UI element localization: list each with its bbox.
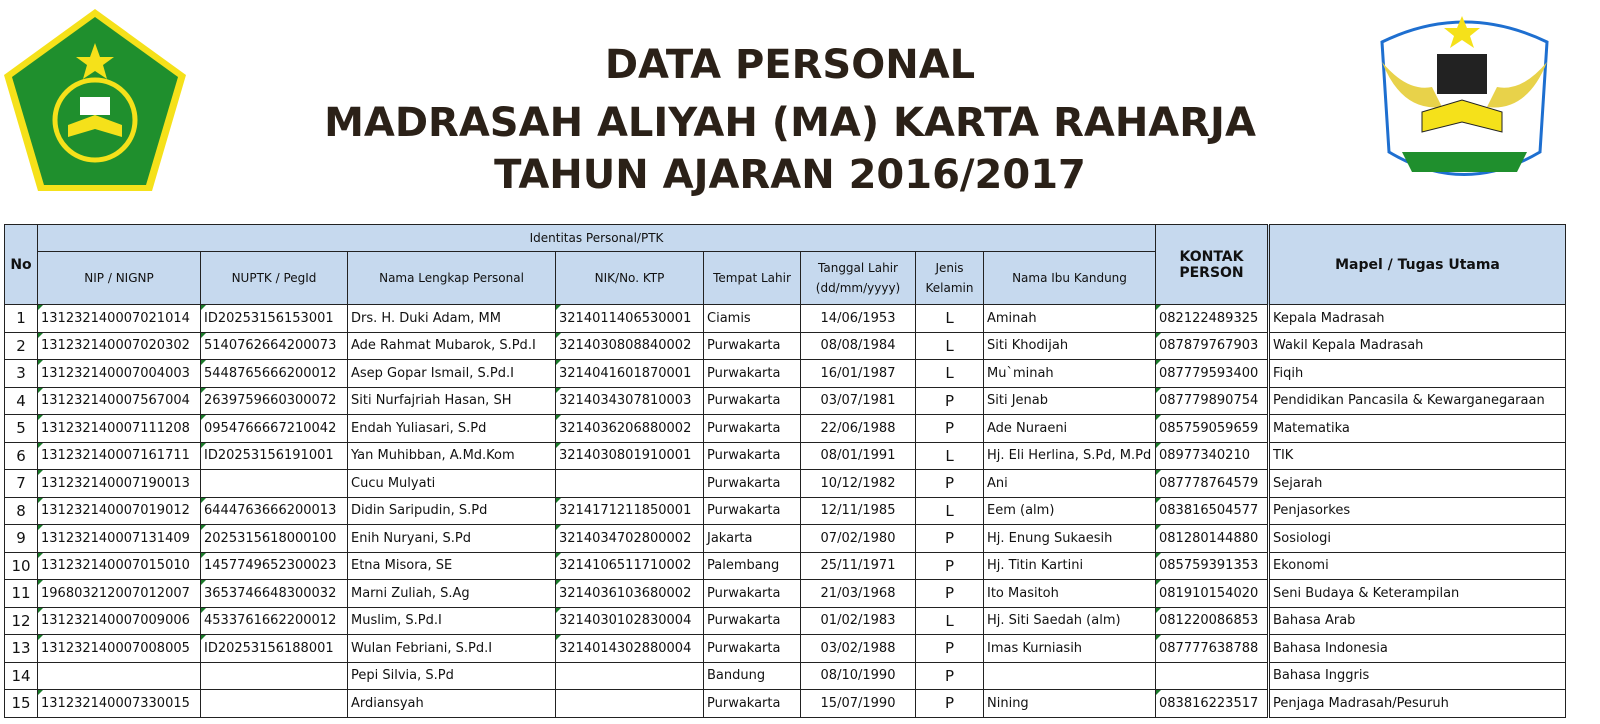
table-cell	[201, 470, 348, 498]
table-cell: 16/01/1987	[801, 360, 916, 388]
table-cell: Jakarta	[704, 525, 801, 553]
table-cell	[984, 662, 1156, 690]
table-cell: 131232140007009006	[38, 607, 201, 635]
table-cell: 131232140007015010	[38, 552, 201, 580]
table-cell: ID20253156153001	[201, 305, 348, 333]
table-cell: 131232140007330015	[38, 690, 201, 718]
table-cell: 10	[5, 552, 38, 580]
table-row	[5, 387, 1566, 415]
table-cell: 12/11/1985	[801, 497, 916, 525]
table-cell: L	[916, 332, 984, 360]
title-line-1: DATA PERSONAL	[604, 42, 976, 88]
karta-raharja-logo	[1362, 12, 1567, 192]
table-cell: Asep Gopar Ismail, S.Pd.I	[348, 360, 556, 388]
col-mapel: Mapel / Tugas Utama	[1269, 225, 1566, 305]
table-row	[5, 442, 1566, 470]
col-header: NUPTK / PegId	[201, 252, 348, 305]
table-cell: Hj. Eli Herlina, S.Pd, M.Pd	[984, 442, 1156, 470]
table-cell: Siti Jenab	[984, 387, 1156, 415]
table-row	[5, 360, 1566, 388]
table-cell: Didin Saripudin, S.Pd	[348, 497, 556, 525]
table-cell: Yan Muhibban, A.Md.Kom	[348, 442, 556, 470]
table-cell	[556, 690, 704, 718]
table-cell: Palembang	[704, 552, 801, 580]
table-row	[5, 525, 1566, 553]
table-cell: Penjaga Madrasah/Pesuruh	[1269, 690, 1566, 718]
col-header: Tempat Lahir	[704, 252, 801, 305]
table-cell: 3214030801910001	[556, 442, 704, 470]
table-cell: 087777638788	[1156, 635, 1269, 663]
col-header: NIP / NIGNP	[38, 252, 201, 305]
table-cell: 081910154020	[1156, 580, 1269, 608]
table-cell: 08/08/1984	[801, 332, 916, 360]
table-cell: Bandung	[704, 662, 801, 690]
table-cell: 5140762664200073	[201, 332, 348, 360]
table-cell: 3214171211850001	[556, 497, 704, 525]
table-cell: 03/07/1981	[801, 387, 916, 415]
table-cell: P	[916, 635, 984, 663]
table-cell: L	[916, 442, 984, 470]
table-cell: Bahasa Inggris	[1269, 662, 1566, 690]
table-cell: L	[916, 607, 984, 635]
table-cell: Imas Kurniasih	[984, 635, 1156, 663]
table-cell: 131232140007111208	[38, 415, 201, 443]
table-cell: 13	[5, 635, 38, 663]
table-cell: 081220086853	[1156, 607, 1269, 635]
table-cell: 9	[5, 525, 38, 553]
table-cell: Purwakarta	[704, 442, 801, 470]
personal-data-table	[4, 224, 1566, 718]
table-cell: Kepala Madrasah	[1269, 305, 1566, 333]
table-row	[5, 305, 1566, 333]
table-cell: 3214041601870001	[556, 360, 704, 388]
title-line-2: MADRASAH ALIYAH (MA) KARTA RAHARJA	[324, 100, 1256, 146]
table-cell: Ade Nuraeni	[984, 415, 1156, 443]
table-cell: Siti Khodijah	[984, 332, 1156, 360]
table-cell: P	[916, 415, 984, 443]
table-cell: Drs. H. Duki Adam, MM	[348, 305, 556, 333]
table-row	[5, 332, 1566, 360]
table-cell: Fiqih	[1269, 360, 1566, 388]
table-cell: 3653746648300032	[201, 580, 348, 608]
table-cell: Etna Misora, SE	[348, 552, 556, 580]
table-cell: 087779593400	[1156, 360, 1269, 388]
table-cell: L	[916, 305, 984, 333]
table-cell: 087778764579	[1156, 470, 1269, 498]
table-cell: P	[916, 387, 984, 415]
table-cell: Purwakarta	[704, 497, 801, 525]
table-cell: Penjasorkes	[1269, 497, 1566, 525]
table-cell: 131232140007020302	[38, 332, 201, 360]
table-cell: Purwakarta	[704, 635, 801, 663]
table-cell: 12	[5, 607, 38, 635]
table-cell: Purwakarta	[704, 580, 801, 608]
table-cell: Hj. Siti Saedah (alm)	[984, 607, 1156, 635]
table-cell: 131232140007019012	[38, 497, 201, 525]
table-cell: Eem (alm)	[984, 497, 1156, 525]
table-cell: 15/07/1990	[801, 690, 916, 718]
table-cell: Siti Nurfajriah Hasan, SH	[348, 387, 556, 415]
table-cell: 196803212007012007	[38, 580, 201, 608]
table-cell: L	[916, 360, 984, 388]
table-cell: 5	[5, 415, 38, 443]
table-cell: Sejarah	[1269, 470, 1566, 498]
table-row	[5, 552, 1566, 580]
table-cell: Purwakarta	[704, 415, 801, 443]
table-cell: P	[916, 552, 984, 580]
table-cell: 131232140007567004	[38, 387, 201, 415]
table-cell: Seni Budaya & Keterampilan	[1269, 580, 1566, 608]
table-cell: 7	[5, 470, 38, 498]
table-cell: Sosiologi	[1269, 525, 1566, 553]
table-cell	[556, 662, 704, 690]
table-cell: Marni Zuliah, S.Ag	[348, 580, 556, 608]
table-cell: 08/10/1990	[801, 662, 916, 690]
table-cell: 0954766667210042	[201, 415, 348, 443]
group-identitas: Identitas Personal/PTK	[38, 225, 1156, 252]
table-cell: Hj. Titin Kartini	[984, 552, 1156, 580]
table-cell	[201, 690, 348, 718]
table-cell: 3214036103680002	[556, 580, 704, 608]
table-cell: ID20253156191001	[201, 442, 348, 470]
table-cell: 08977340210	[1156, 442, 1269, 470]
col-no: No	[5, 225, 38, 305]
table-cell: Ardiansyah	[348, 690, 556, 718]
table-cell: Aminah	[984, 305, 1156, 333]
table-cell: P	[916, 470, 984, 498]
table-cell: 3	[5, 360, 38, 388]
table-cell: 4533761662200012	[201, 607, 348, 635]
table-cell: P	[916, 662, 984, 690]
table-cell: Purwakarta	[704, 360, 801, 388]
table-cell: 21/03/1968	[801, 580, 916, 608]
table-cell: Bahasa Indonesia	[1269, 635, 1566, 663]
table-cell: 083816223517	[1156, 690, 1269, 718]
table-cell: 14/06/1953	[801, 305, 916, 333]
table-cell: Hj. Enung Sukaesih	[984, 525, 1156, 553]
table-cell: L	[916, 497, 984, 525]
table-cell: 07/02/1980	[801, 525, 916, 553]
table-cell: Muslim, S.Pd.I	[348, 607, 556, 635]
col-header: Jenis Kelamin	[916, 252, 984, 305]
table-cell: 4	[5, 387, 38, 415]
table-cell	[556, 470, 704, 498]
table-cell: Purwakarta	[704, 607, 801, 635]
table-cell: 15	[5, 690, 38, 718]
table-row	[5, 497, 1566, 525]
table-cell: 087879767903	[1156, 332, 1269, 360]
table-cell: Bahasa Arab	[1269, 607, 1566, 635]
table-cell: 2	[5, 332, 38, 360]
table-cell: 131232140007131409	[38, 525, 201, 553]
table-cell: Endah Yuliasari, S.Pd	[348, 415, 556, 443]
table-cell	[1156, 662, 1269, 690]
table-cell: Cucu Mulyati	[348, 470, 556, 498]
table-cell: TIK	[1269, 442, 1566, 470]
table-cell: Pepi Silvia, S.Pd	[348, 662, 556, 690]
table-cell: 3214036206880002	[556, 415, 704, 443]
table-cell: 03/02/1988	[801, 635, 916, 663]
table-cell: 087779890754	[1156, 387, 1269, 415]
table-cell: Wakil Kepala Madrasah	[1269, 332, 1566, 360]
table-cell: 085759059659	[1156, 415, 1269, 443]
table-cell: Wulan Febriani, S.Pd.I	[348, 635, 556, 663]
table-cell: Ito Masitoh	[984, 580, 1156, 608]
table-cell: 1	[5, 305, 38, 333]
col-header: Nama Lengkap Personal	[348, 252, 556, 305]
col-kontak: KONTAK PERSON	[1156, 225, 1269, 305]
table-row	[5, 580, 1566, 608]
title-line-3: TAHUN AJARAN 2016/2017	[494, 152, 1086, 198]
col-header: Nama Ibu Kandung	[984, 252, 1156, 305]
table-cell: Purwakarta	[704, 470, 801, 498]
table-row	[5, 662, 1566, 690]
table-cell: 131232140007008005	[38, 635, 201, 663]
table-cell: Purwakarta	[704, 690, 801, 718]
table-cell: 131232140007190013	[38, 470, 201, 498]
kemenag-logo	[0, 5, 190, 195]
table-row	[5, 690, 1566, 718]
table-cell: 3214034702800002	[556, 525, 704, 553]
table-cell: P	[916, 690, 984, 718]
table-cell: 131232140007004003	[38, 360, 201, 388]
table-cell: ID20253156188001	[201, 635, 348, 663]
table-cell: P	[916, 525, 984, 553]
table-cell: 14	[5, 662, 38, 690]
table-cell: 6444763666200013	[201, 497, 348, 525]
table-cell: 01/02/1983	[801, 607, 916, 635]
table-cell: 3214106511710002	[556, 552, 704, 580]
table-cell: Ade Rahmat Mubarok, S.Pd.I	[348, 332, 556, 360]
table-cell: 25/11/1971	[801, 552, 916, 580]
table-cell: 3214030102830004	[556, 607, 704, 635]
table-cell	[38, 662, 201, 690]
table-row	[5, 470, 1566, 498]
table-cell: 131232140007021014	[38, 305, 201, 333]
table-cell: 2025315618000100	[201, 525, 348, 553]
table-cell: 10/12/1982	[801, 470, 916, 498]
table-cell: 131232140007161711	[38, 442, 201, 470]
table-cell: P	[916, 580, 984, 608]
table-cell: Pendidikan Pancasila & Kewarganegaraan	[1269, 387, 1566, 415]
table-cell	[201, 662, 348, 690]
table-cell: 5448765666200012	[201, 360, 348, 388]
table-cell: 22/06/1988	[801, 415, 916, 443]
table-cell: Ciamis	[704, 305, 801, 333]
table-row	[5, 607, 1566, 635]
table-cell: Ani	[984, 470, 1156, 498]
table-cell: 082122489325	[1156, 305, 1269, 333]
table-cell: 1457749652300023	[201, 552, 348, 580]
table-cell: 6	[5, 442, 38, 470]
table-cell: Ekonomi	[1269, 552, 1566, 580]
table-cell: 3214011406530001	[556, 305, 704, 333]
table-cell: Purwakarta	[704, 332, 801, 360]
table-cell: 085759391353	[1156, 552, 1269, 580]
table-cell: Mu`minah	[984, 360, 1156, 388]
table-cell: 3214030808840002	[556, 332, 704, 360]
table-row	[5, 635, 1566, 663]
col-header: NIK/No. KTP	[556, 252, 704, 305]
table-cell: 3214014302880004	[556, 635, 704, 663]
table-cell: Purwakarta	[704, 387, 801, 415]
table-cell: 081280144880	[1156, 525, 1269, 553]
table-cell: Nining	[984, 690, 1156, 718]
table-cell: 083816504577	[1156, 497, 1269, 525]
table-cell: 3214034307810003	[556, 387, 704, 415]
table-cell: 2639759660300072	[201, 387, 348, 415]
table-cell: 11	[5, 580, 38, 608]
col-header: Tanggal Lahir (dd/mm/yyyy)	[801, 252, 916, 305]
table-cell: Matematika	[1269, 415, 1566, 443]
table-row	[5, 415, 1566, 443]
table-cell: Enih Nuryani, S.Pd	[348, 525, 556, 553]
table-cell: 08/01/1991	[801, 442, 916, 470]
table-cell: 8	[5, 497, 38, 525]
